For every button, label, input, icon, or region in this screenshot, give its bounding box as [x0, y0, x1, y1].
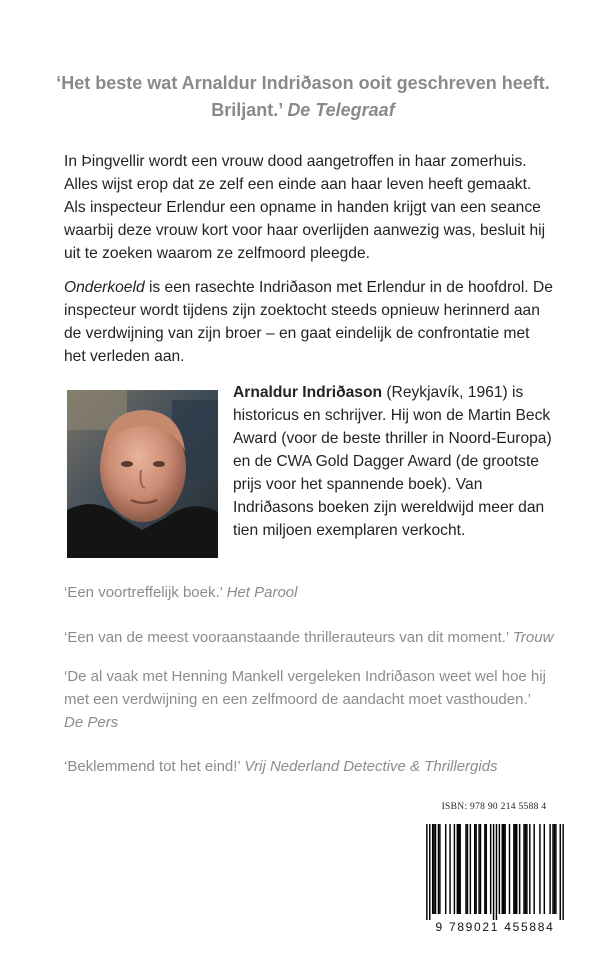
barcode-bar	[503, 824, 504, 914]
barcode-bar	[475, 824, 476, 914]
review-quote-source: Het Parool	[226, 584, 298, 601]
barcode-bar	[454, 824, 455, 914]
isbn-label: ISBN: 978 90 214 5588 4	[441, 802, 547, 812]
review-quote	[64, 581, 554, 604]
barcode-bar	[433, 824, 434, 914]
headline-quote	[40, 70, 566, 124]
barcode-bar	[459, 824, 460, 914]
barcode-bar	[493, 824, 494, 920]
barcode-bar	[515, 824, 516, 914]
barcode-bar	[529, 824, 530, 914]
barcode-bar	[544, 824, 545, 914]
review-quote-text: ‘Een voortreffelijk boek.’	[64, 584, 223, 601]
review-quote-source: Trouw	[512, 629, 554, 646]
barcode-bar	[484, 824, 485, 914]
barcode-digits: 9 789021 455884	[435, 920, 555, 934]
author-bio	[233, 381, 563, 542]
barcode-bar	[435, 824, 436, 914]
barcode-bar	[513, 824, 514, 914]
barcode-bar	[486, 824, 487, 914]
barcode-bar	[445, 824, 446, 914]
barcode-bar	[467, 824, 468, 914]
barcode-bar	[539, 824, 540, 914]
review-quote-text: ‘Beklemmend tot het eind!’	[64, 758, 241, 775]
barcode-bar	[478, 824, 479, 914]
barcode-bar	[504, 824, 505, 914]
barcode-bar	[560, 824, 561, 920]
author-bio-text: (Reykjavík, 1961) is historicus en schrijver. Hij won de Martin Beck Award (voor de beste thriller in Noord-Europa) en de CWA Gold Dagger Award (de grootste prijs voor het spannende boek). Van Indriðasons boeken zijn wereldwijd meer dan tien miljoen exemplaren verkocht.	[233, 384, 552, 539]
barcode-bar	[439, 824, 440, 914]
barcode-bars	[420, 824, 570, 920]
review-quote-text: ‘De al vaak met Henning Mankell vergeleken Indriðason weet wel hoe hij met een verdwijning en een zelfmoord de aandacht moet vasthouden.’	[64, 668, 546, 708]
author-photo	[67, 390, 218, 558]
barcode-bar	[432, 824, 433, 914]
author-name: Arnaldur Indriðason	[233, 384, 383, 401]
synopsis-paragraph-1: In Þingvellir wordt een vrouw dood aangetroffen in haar zomerhuis. Alles wijst erop dat ze zelf een einde aan haar leven heeft gemaakt. Als inspecteur Erlendur een opname in handen krijgt van een seance waarbij deze vrouw kort voor haar overlijden aanwezig was, besluit hij uit te zoeken waarom ze zelfmoord pleegde.	[64, 153, 546, 262]
review-quote	[64, 665, 554, 734]
review-quote-source: De Pers	[64, 714, 119, 731]
barcode-bar	[552, 824, 553, 914]
headline-quote-source: De Telegraaf	[287, 100, 395, 120]
review-quote	[64, 626, 554, 649]
barcode-bar	[519, 824, 520, 914]
barcode-bar	[458, 824, 459, 914]
review-quote	[64, 755, 554, 778]
barcode-bar	[426, 824, 427, 920]
barcode-bar	[549, 824, 550, 914]
barcode-bar	[523, 824, 524, 914]
barcode-bar	[496, 824, 497, 920]
barcode-bar	[474, 824, 475, 914]
barcode-bar	[490, 824, 491, 914]
barcode-bar	[509, 824, 510, 914]
barcode-bar	[449, 824, 450, 914]
barcode-bar	[470, 824, 471, 914]
review-quote-source: Vrij Nederland Detective & Thrillergids	[244, 758, 498, 775]
barcode-bar	[516, 824, 517, 914]
barcode-bar	[526, 824, 527, 914]
synopsis-paragraph-2-text: is een rasechte Indriðason met Erlendur in de hoofdrol. De inspecteur wordt tijdens zijn zoektocht steeds opnieuw herinnerd aan de verdwijning van zijn broer – en gaat eindelijk de confrontatie met het verleden aan.	[64, 279, 553, 365]
barcode-bar	[429, 824, 430, 920]
barcode-bar	[499, 824, 500, 914]
synopsis-paragraph-2	[64, 276, 554, 368]
barcode-bar	[438, 824, 439, 914]
book-title: Onderkoeld	[64, 279, 145, 296]
headline-quote-text: ‘Het beste wat Arnaldur Indriðason ooit geschreven heeft. Briljant.’	[56, 73, 550, 120]
barcode-bar	[457, 824, 458, 914]
barcode-bar	[533, 824, 534, 914]
barcode-bar	[555, 824, 556, 914]
barcode-bar	[554, 824, 555, 914]
barcode-bar	[465, 824, 466, 914]
barcode-bar	[525, 824, 526, 914]
review-quote-text: ‘Een van de meest vooraanstaande thrillerauteurs van dit moment.’	[64, 629, 509, 646]
isbn-barcode	[420, 802, 570, 937]
barcode-bar	[480, 824, 481, 914]
barcode-bar	[562, 824, 563, 920]
barcode-bar	[502, 824, 503, 914]
